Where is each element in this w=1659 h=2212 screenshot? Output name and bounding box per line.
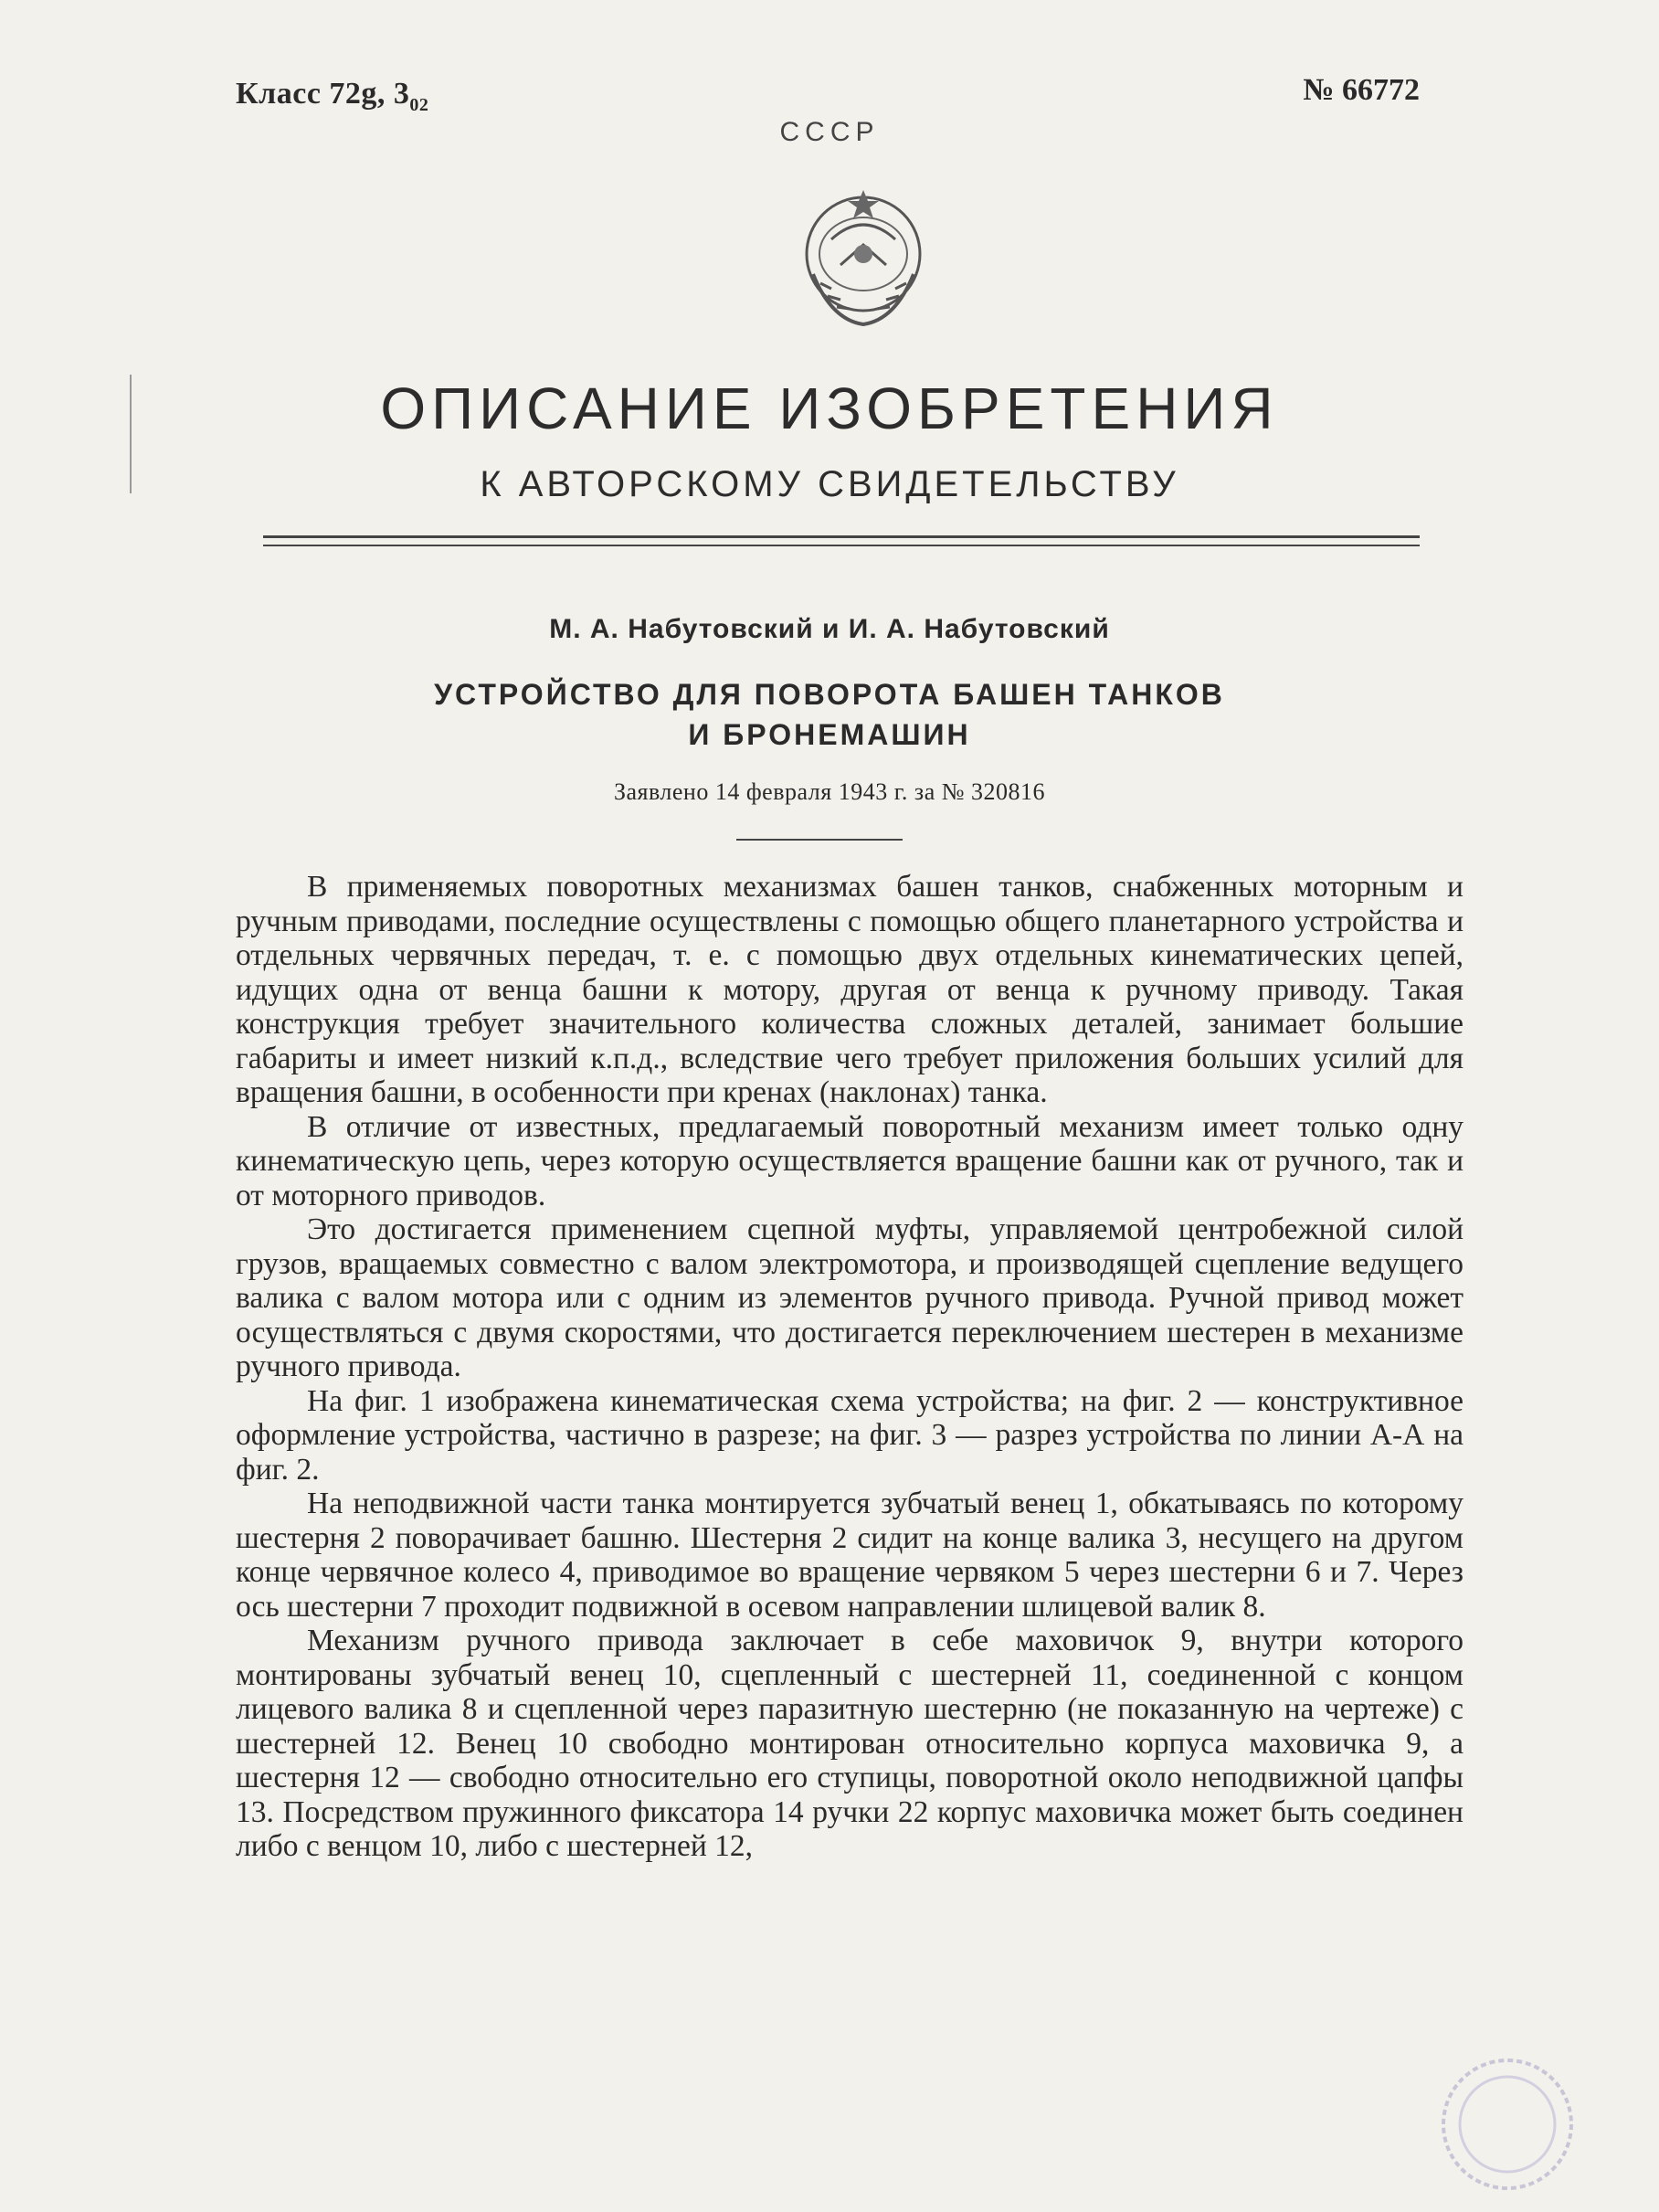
paragraph: В отличие от известных, предлагаемый поворотный механизм имеет только одну кинематическую цепь, через которую осуществляется вращение башни как от ручного, так и от моторного приводов. [236, 1109, 1464, 1212]
coat-of-arms-icon [777, 174, 950, 338]
paragraph: В применяемых поворотных механизмах башен танков, снабженных моторным и ручным приводами, последние осуществлены с помощью общего планетарного устройства и отдельных червячных передач, т. е. с помощью двух отдельных кинематических цепей, идущих одна от венца башни к мотору, другая от венца к ручному приводу. Такая конструкция требует значительного количества сложных деталей, занимает большие габариты и имеет низкий к.п.д., вследствие чего требует приложения больших усилий для вращения башни, в особенности при кренах (наклонах) танка. [236, 870, 1464, 1109]
library-stamp-icon [1389, 2037, 1599, 2193]
document-title: ОПИСАНИЕ ИЗОБРЕТЕНИЯ [380, 376, 1279, 441]
invention-title-line-1: УСТРОЙСТВО ДЛЯ ПОВОРОТА БАШЕН ТАНКОВ [434, 678, 1225, 711]
patent-number: № 66772 [1303, 73, 1420, 107]
class-label: Класс 72g, $3_{02}$ [236, 77, 429, 115]
margin-mark [126, 375, 135, 493]
description-body [236, 870, 1464, 1864]
invention-title-line-2: И БРОНЕМАШИН [688, 718, 971, 751]
paragraph: Механизм ручного привода заключает в себе маховичок 9, внутри которого монтированы зубчатый венец 10, сцепленный с шестерней 11, соединенной с концом лицевого валика 8 и сцепленной через паразитную шестерню (не показанную на чертеже) с шестерней 12. Венец 10 свободно монтирован относительно корпуса маховичка 9, а шестерня 12 — свободно относительно его ступицы, поворотной около неподвижной цапфы 13. Посредством пружинного фиксатора 14 ручки 22 корпус маховичка может быть соединен либо с венцом 10, либо с шестерней 12, [236, 1624, 1464, 1863]
title-divider [263, 535, 1420, 538]
invention-title [0, 674, 1659, 755]
section-divider [736, 839, 903, 841]
document-subtitle: К АВТОРСКОМУ СВИДЕТЕЛЬСТВУ [480, 464, 1179, 504]
title-divider-secondary [263, 545, 1420, 546]
filing-info: Заявлено 14 февраля 1943 г. за № 320816 [613, 778, 1046, 805]
paragraph: На неподвижной части танка монтируется зубчатый венец 1, обкатываясь по которому шестерня 2 поворачивает башню. Шестерня 2 сидит на конце валика 3, несущего на другом конце червячное колесо 4, приводимое во вращение червяком 5 через шестерни 6 и 7. Через ось шестерни 7 проходит подвижной в осевом направлении шлицевой валик 8. [236, 1487, 1464, 1624]
country-label: СССР [779, 117, 880, 147]
paragraph: На фиг. 1 изображена кинематическая схема устройства; на фиг. 2 — конструктивное оформление устройства, частично в разрезе; на фиг. 3 — разрез устройства по линии А-А на фиг. 2. [236, 1383, 1464, 1487]
authors: М. А. Набутовский и И. А. Набутовский [549, 614, 1110, 644]
paragraph: Это достигается применением сцепной муфты, управляемой центробежной силой грузов, вращаемых совместно с валом электромотора, и производящей сцепление ведущего валика с валом мотора или с одним из элементов ручного привода. Ручной привод может осуществляться с двумя скоростями, что достигается переключением шестерен в механизме ручного привода. [236, 1212, 1464, 1383]
